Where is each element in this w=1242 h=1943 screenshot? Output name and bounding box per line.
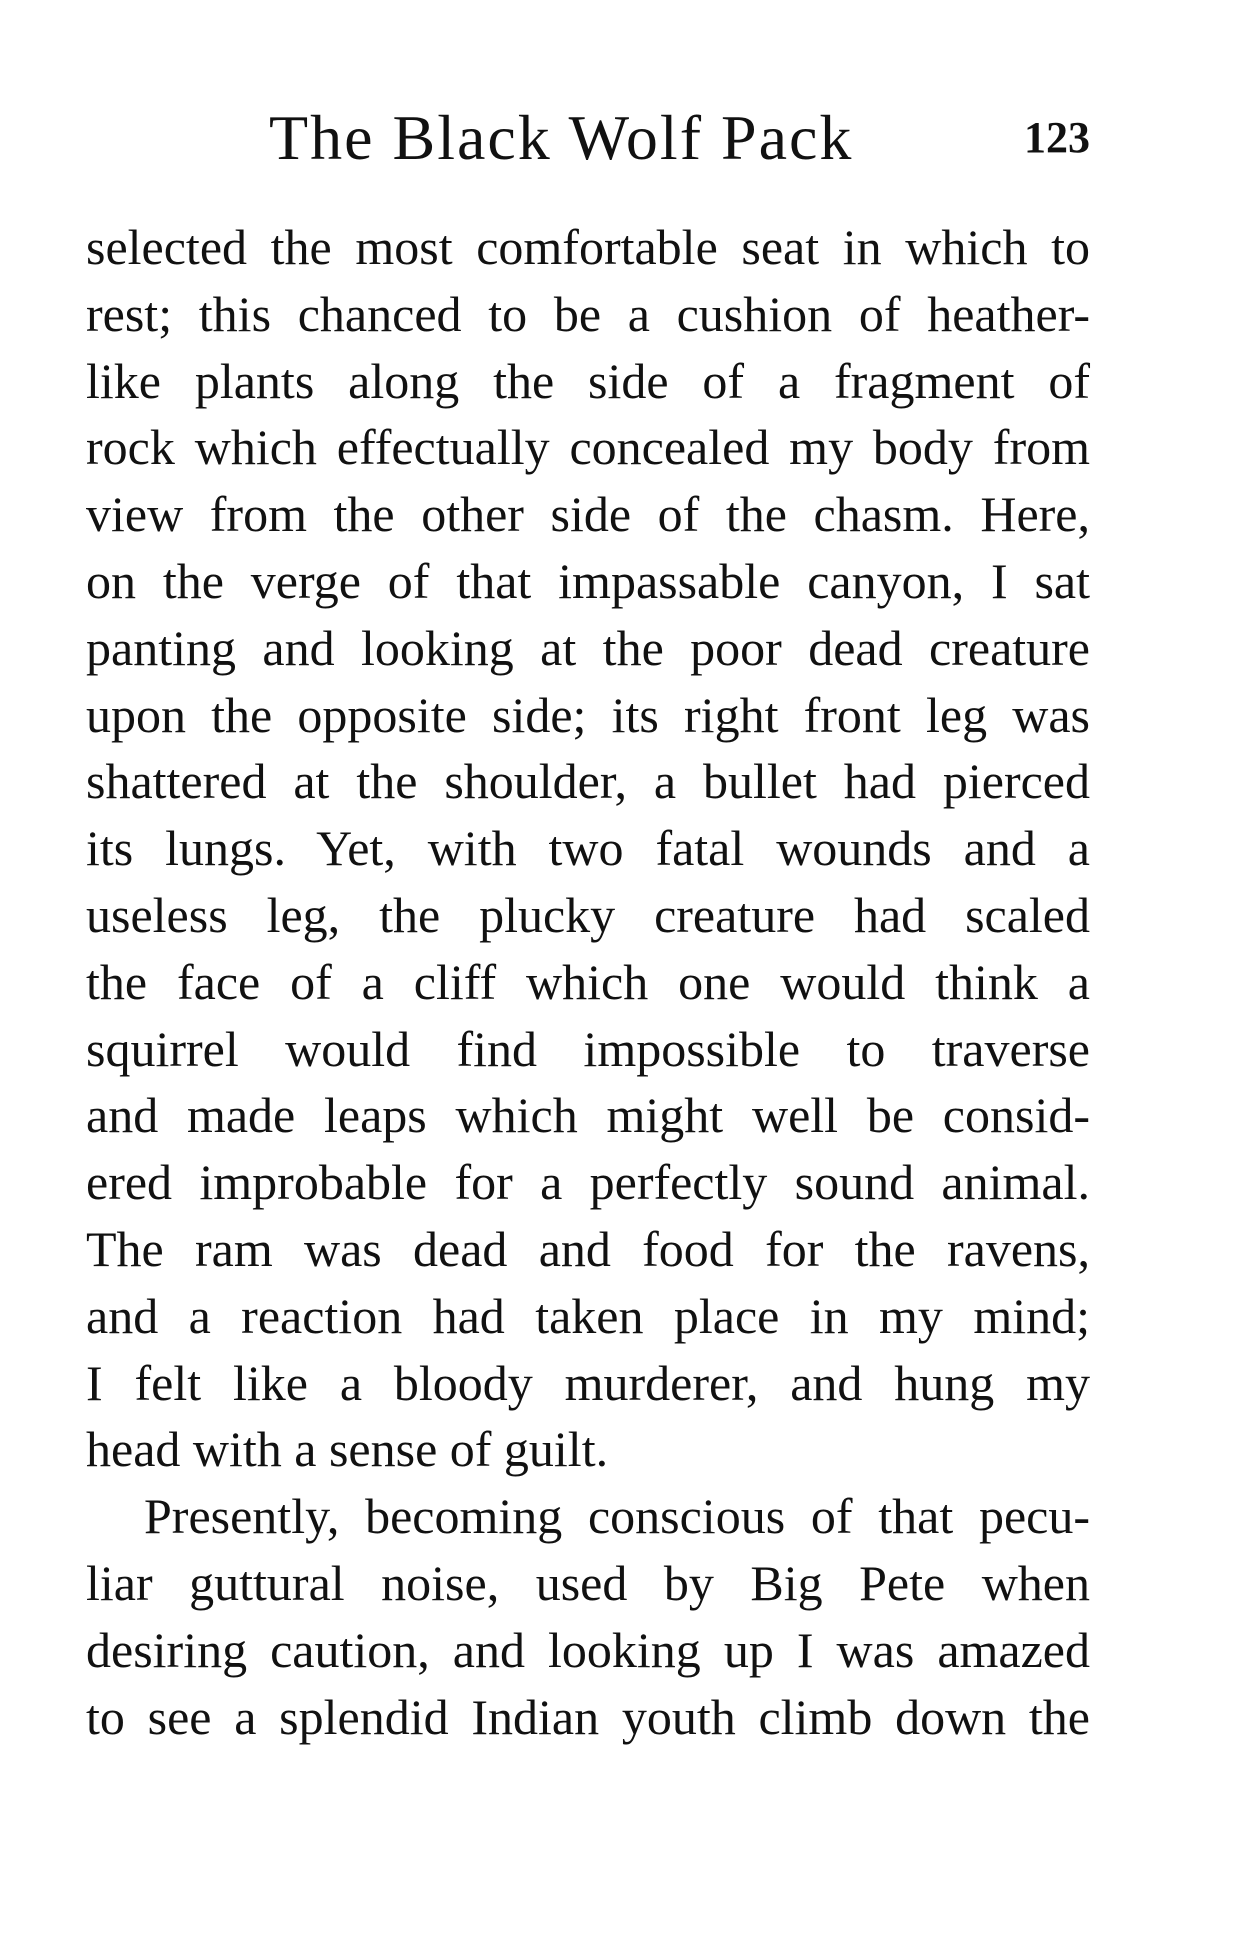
paragraph-2 xyxy=(86,1483,1090,1750)
text-line: upon the opposite side; its right front leg was xyxy=(86,686,1090,743)
text-line: Presently, becoming conscious of that pecu- xyxy=(144,1488,1090,1545)
text-line: and a reaction had taken place in my mind; xyxy=(86,1287,1090,1344)
text-line: panting and looking at the poor dead creature xyxy=(86,619,1090,676)
text-line: its lungs. Yet, with two fatal wounds and a xyxy=(86,820,1090,877)
text-line: I felt like a bloody murderer, and hung my xyxy=(86,1354,1090,1411)
text-line: rock which effectually concealed my body from xyxy=(86,419,1090,476)
text-line: shattered at the shoulder, a bullet had pierced xyxy=(86,753,1090,810)
text-line: desiring caution, and looking up I was amazed xyxy=(86,1621,1090,1678)
text-line: squirrel would find impossible to traverse xyxy=(86,1020,1090,1077)
text-line: useless leg, the plucky creature had scaled xyxy=(86,886,1090,943)
text-line: ered improbable for a perfectly sound animal. xyxy=(86,1154,1090,1211)
text-line: to see a splendid Indian youth climb down the xyxy=(86,1688,1090,1745)
text-line: the face of a cliff which one would think a xyxy=(86,953,1090,1010)
text-line: head with a sense of guilt. xyxy=(86,1421,609,1478)
text-line: like plants along the side of a fragment of xyxy=(86,352,1090,409)
text-line: The ram was dead and food for the ravens, xyxy=(86,1220,1090,1277)
body-text xyxy=(86,214,1090,1750)
text-line: view from the other side of the chasm. Here, xyxy=(86,486,1090,543)
text-line: selected the most comfortable seat in which to xyxy=(86,219,1090,275)
running-title: The Black Wolf Pack xyxy=(269,102,854,173)
text-line: rest; this chanced to be a cushion of heather- xyxy=(86,285,1090,342)
text-line: and made leaps which might well be consid- xyxy=(86,1087,1090,1144)
text-line: liar guttural noise, used by Big Pete when xyxy=(86,1554,1090,1611)
text-line: on the verge of that impassable canyon, I sat xyxy=(86,552,1090,609)
page-header xyxy=(86,98,1090,178)
paragraph-1 xyxy=(86,214,1090,1483)
page-number: 123 xyxy=(1024,113,1090,162)
